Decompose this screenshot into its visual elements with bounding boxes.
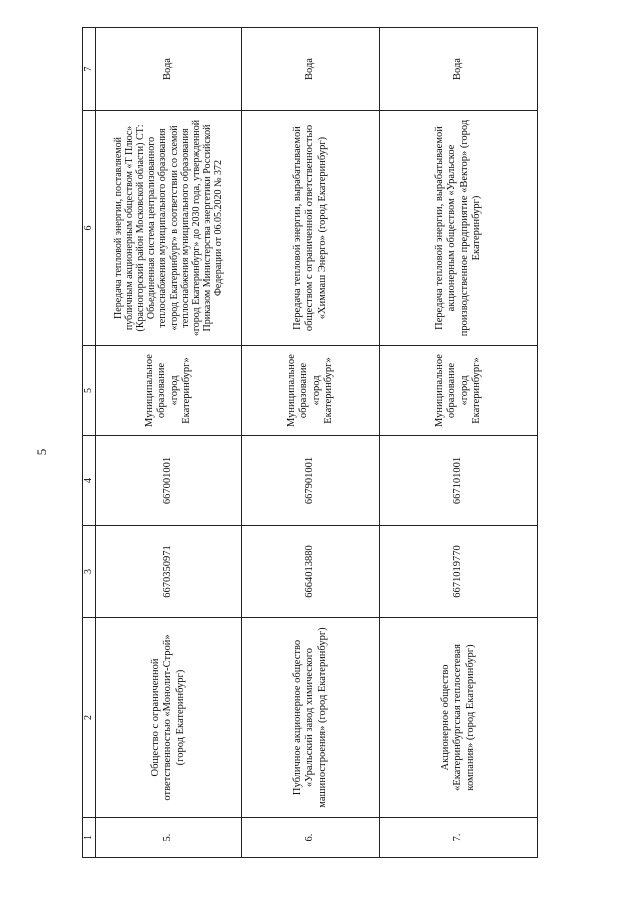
organizations-table	[82, 27, 538, 858]
column-number: 5	[83, 346, 96, 436]
row-number: 6.	[242, 818, 380, 858]
inn-value: 6671019770	[380, 526, 538, 618]
resource-type: Вода	[380, 28, 538, 111]
column-number: 2	[83, 618, 96, 818]
inn-value: 6670350971	[96, 526, 242, 618]
column-number: 4	[83, 436, 96, 526]
resource-type: Вода	[242, 28, 380, 111]
municipality: Муниципальное образование «город Екатеринбург»	[380, 346, 538, 436]
kpp-value: 667001001	[96, 436, 242, 526]
inn-value: 6664013880	[242, 526, 380, 618]
organization-name: Общество с ограниченной ответственностью «Монолит-Строй» (город Екатеринбург)	[96, 618, 242, 818]
kpp-value: 667901001	[242, 436, 380, 526]
column-number: 3	[83, 526, 96, 618]
row-number: 5.	[96, 818, 242, 858]
municipality: Муниципальное образование «город Екатеринбург»	[96, 346, 242, 436]
page-number: 5	[34, 448, 49, 456]
table-row	[96, 28, 242, 858]
activity-description: Передача тепловой энергии, вырабатываемой обществом с ограниченной ответственностью «Химмаш Энерго» (город Екатеринбург)	[242, 111, 380, 346]
table-row	[380, 28, 538, 858]
activity-description: Передача тепловой энергии, вырабатываемой акционерным обществом «Уральское производственное предприятие «Вектор» (город Екатеринбург)	[380, 111, 538, 346]
column-number-row	[83, 28, 96, 858]
municipality: Муниципальное образование «город Екатеринбург»	[242, 346, 380, 436]
resource-type: Вода	[96, 28, 242, 111]
column-number: 6	[83, 111, 96, 346]
table-row	[242, 28, 380, 858]
organization-name: Акционерное общество «Екатеринбургская теплосетевая компания» (город Екатеринбург)	[380, 618, 538, 818]
column-number: 1	[83, 818, 96, 858]
row-number: 7.	[380, 818, 538, 858]
organization-name: Публичное акционерное общество «Уральский завод химического машиностроения» (город Екатеринбург)	[242, 618, 380, 818]
column-number: 7	[83, 28, 96, 111]
activity-description: Передача тепловой энергии, поставляемой публичным акционерным обществом «Т Плюс» (Красногорский район Московской области) СТ: Объединенная система централизованного теплоснабжения муниципального образования «город Екатеринбург» в соответствии со схемой теплоснабжения муниципального образования «город Екатеринбург» до 2030 года, утвержденной Приказом Министерства энергетики Российской Федерации от 06.05.2020 № 372	[96, 111, 242, 346]
kpp-value: 667101001	[380, 436, 538, 526]
rotated-table-wrapper	[82, 28, 537, 858]
